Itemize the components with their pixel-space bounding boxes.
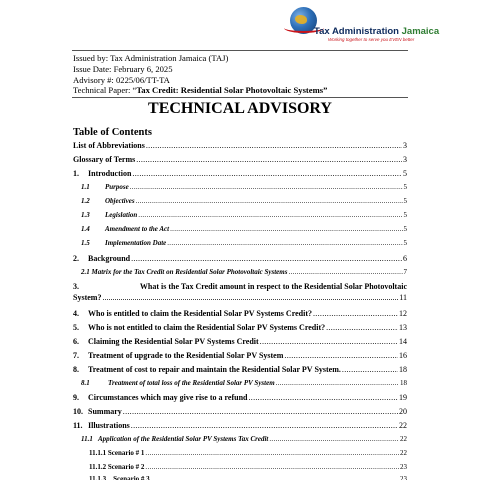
taj-logo <box>284 6 440 46</box>
document-title: TECHNICAL ADVISORY <box>148 100 332 117</box>
logo-tagline: Working together to serve you EVEN better <box>328 37 415 42</box>
document-meta <box>73 53 327 96</box>
logo-title: Tax Administration Jamaica <box>314 26 440 37</box>
toc-entry-application[interactable]: 11.1 Application of the Residential Solar PV Systems Tax Credit ..... 22 <box>81 435 407 443</box>
toc-entry-scenario-2[interactable]: 11.1.2 Scenario # 2 ..... 23 <box>89 463 407 471</box>
toc-entry-abbreviations[interactable]: List of Abbreviations ..... 3 <box>73 141 407 150</box>
issue-date: Issue Date: February 6, 2025 <box>73 63 173 74</box>
toc-entry-tax-credit-amount[interactable]: 3. What is the Tax Credit amount in respect to the Residential Solar Photovoltaic System? ..... 11 <box>73 282 407 302</box>
toc-entry-upgrade[interactable]: 7. Treatment of upgrade to the Residential Solar PV System ..... 16 <box>73 351 407 360</box>
toc-entry-objectives[interactable]: 1.2 Objectives ..... 5 <box>81 197 407 205</box>
toc-entry-who-not-entitled[interactable]: 5. Who is not entitled to claim the Residential Solar PV Systems Credit? ..... 13 <box>73 323 407 332</box>
toc-entry-purpose[interactable]: 1.1 Purpose ..... 5 <box>81 183 407 191</box>
header-divider-top <box>72 50 408 51</box>
toc-entry-background[interactable]: 2. Background ..... 6 <box>73 254 407 263</box>
toc-entry-legislation[interactable]: 1.3 Legislation ..... 5 <box>81 211 407 219</box>
toc-entry-claiming[interactable]: 6. Claiming the Residential Solar PV Systems Credit ..... 14 <box>73 337 407 346</box>
toc-entry-amendment[interactable]: 1.4 Amendment to the Act ..... 5 <box>81 225 407 233</box>
toc-entry-introduction[interactable]: 1. Introduction ..... 5 <box>73 169 407 178</box>
advisory-number: Advisory #: 0225/06/TT-TA <box>73 74 170 85</box>
toc-entry-who-entitled[interactable]: 4. Who is entitled to claim the Residential Solar PV Systems Credit? ..... 12 <box>73 309 407 318</box>
header-divider-bottom <box>72 97 408 98</box>
toc-heading: Table of Contents <box>73 127 152 138</box>
issued-by: Issued by: Tax Administration Jamaica (TAJ) <box>73 53 229 63</box>
toc-entry-scenario-3[interactable]: 11.1.3 Scenario # 3 ..... 23 <box>89 475 407 480</box>
toc-entry-matrix[interactable]: 2.1 Matrix for the Tax Credit on Residential Solar Photovoltaic Systems ..... 7 <box>81 268 407 276</box>
toc-entry-refund[interactable]: 9. Circumstances which may give rise to a refund ..... 19 <box>73 393 407 402</box>
toc-entry-illustrations[interactable]: 11. Illustrations ..... 22 <box>73 421 407 430</box>
technical-paper: Technical Paper: “Tax Credit: Residential Solar Photovoltaic Systems” <box>73 85 328 96</box>
toc-entry-scenario-1[interactable]: 11.1.1 Scenario # 1 ..... 22 <box>89 449 407 457</box>
toc-entry-repair[interactable]: 8. Treatment of cost to repair and maintain the Residential Solar PV System. ..... 18 <box>73 365 407 374</box>
toc-entry-total-loss[interactable]: 8.1 Treatment of total loss of the Residential Solar PV System ..... 18 <box>81 379 407 387</box>
toc-entry-summary[interactable]: 10. Summary ..... 20 <box>73 407 407 416</box>
toc-entry-glossary[interactable]: Glossary of Terms ..... 3 <box>73 155 407 164</box>
toc-entry-implementation-date[interactable]: 1.5 Implementation Date ..... 5 <box>81 239 407 247</box>
